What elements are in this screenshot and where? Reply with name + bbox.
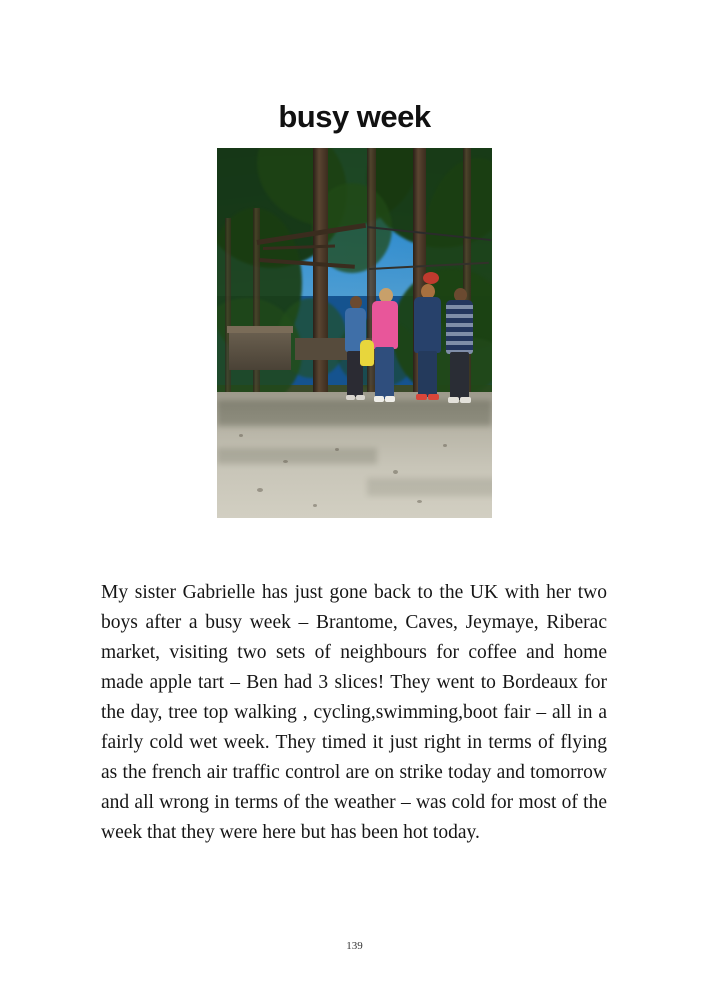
person-shoe [346, 395, 355, 400]
person-shoe [416, 394, 427, 400]
ground-shadow [217, 448, 377, 464]
person-striped-top [445, 288, 475, 420]
page-title: busy week [278, 98, 431, 134]
gravel-speck [283, 460, 288, 463]
wooden-structure [229, 330, 291, 370]
person-legs [375, 347, 394, 399]
person-shoe [374, 396, 384, 402]
person-legs [450, 352, 469, 400]
gravel-speck [313, 504, 317, 507]
person-shoe [356, 395, 365, 400]
gravel-speck [335, 448, 339, 451]
photograph [217, 148, 492, 518]
person-torso [414, 297, 441, 353]
person-shoe [448, 397, 459, 403]
person-torso [446, 300, 473, 354]
ground-shadow [367, 478, 492, 496]
wooden-structure [227, 326, 293, 333]
person-navy-jacket [413, 284, 443, 418]
body-paragraph: My sister Gabrielle has just gone back to the UK with her two boys after a busy week – Brantome, Caves, Jeymaye, Riberac market, visiting two sets of neighbours for coffee and home made apple tart – Ben had 3 slices! They went to Bordeaux for the day, tree top walking , cycling,swimming,boot fair – all in a fairly cold wet week. They timed it just right in terms of flying as the french air traffic control are on strike today and tomorrow and all wrong in terms of the weather – was cold for most of the week that they were here but has been hot today. [101, 581, 607, 843]
gravel-speck [443, 444, 447, 447]
person-legs [418, 351, 437, 397]
page-number: 139 [346, 940, 363, 952]
person-shoe [460, 397, 471, 403]
gravel-speck [257, 488, 263, 492]
tree-trunk [313, 148, 328, 418]
gravel-speck [239, 434, 243, 437]
person-red-helmet [423, 272, 439, 290]
photo-content [217, 148, 492, 518]
yellow-bag [360, 340, 374, 366]
helmet [423, 272, 439, 284]
person-pink-jacket [370, 288, 400, 418]
person-shoe [385, 396, 395, 402]
tree-trunk [225, 218, 231, 408]
tree-trunk [253, 208, 260, 408]
bag-body [360, 340, 374, 366]
gravel-speck [393, 470, 398, 474]
person-shoe [428, 394, 439, 400]
gravel-speck [417, 500, 422, 503]
person-torso [372, 301, 398, 349]
